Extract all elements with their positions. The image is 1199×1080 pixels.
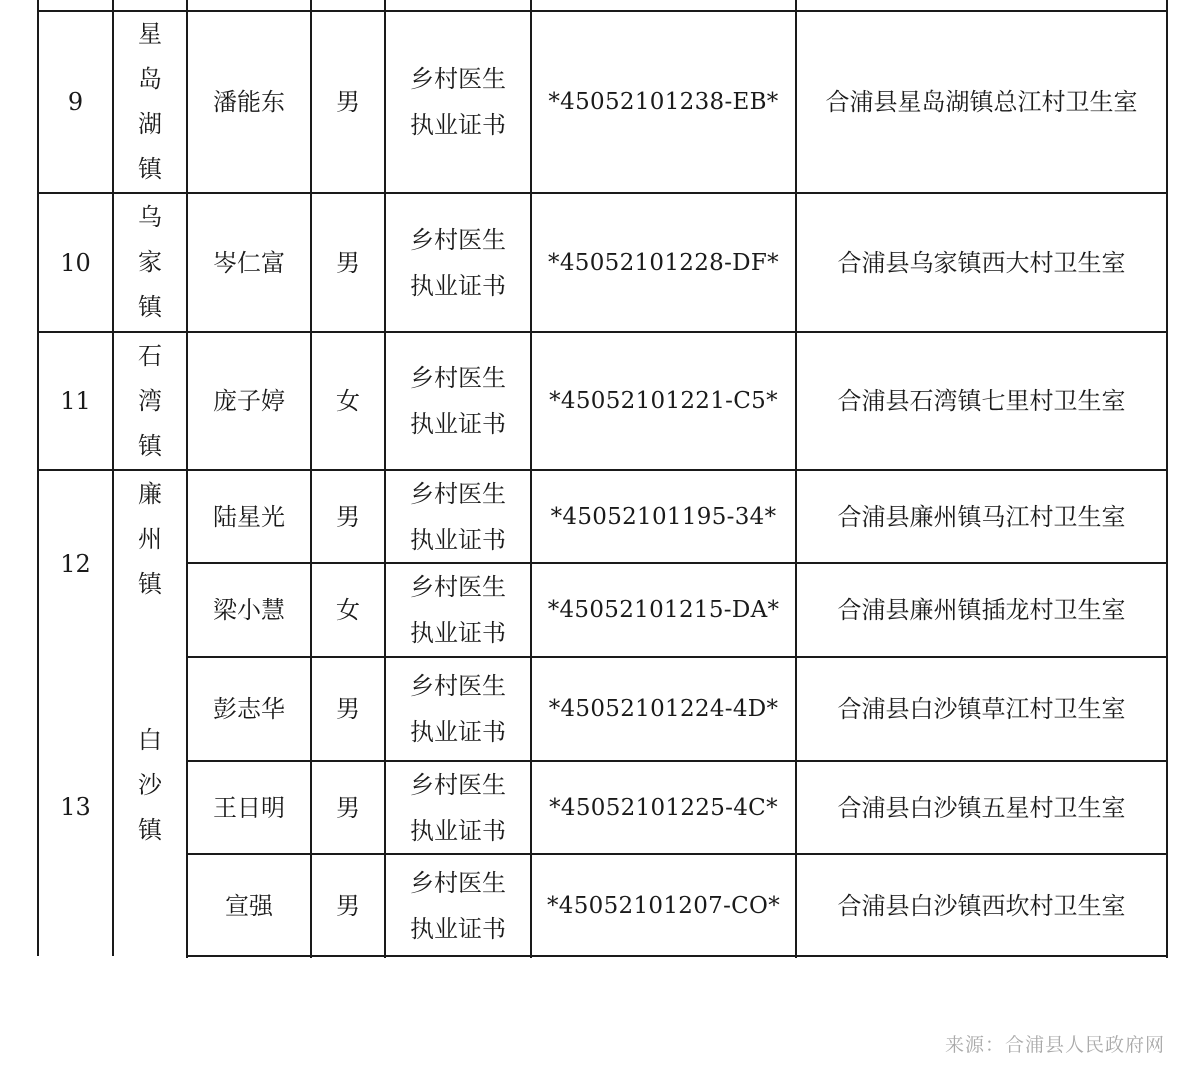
row-number-text: 9 — [67, 88, 84, 116]
work-unit — [797, 855, 1166, 956]
work-unit — [797, 471, 1166, 562]
table-divider-col-7 — [1166, 0, 1168, 958]
town-char: 湾 — [138, 386, 162, 415]
person-gender-text: 男 — [336, 793, 360, 822]
town-name — [114, 12, 186, 192]
person-name-text: 岑仁富 — [213, 248, 285, 277]
person-gender-text: 男 — [336, 891, 360, 920]
person-name-text: 潘能东 — [213, 88, 285, 116]
town-char: 镇 — [138, 431, 162, 460]
person-name — [188, 194, 310, 331]
work-unit-text: 合浦县星岛湖镇总江村卫生室 — [825, 88, 1138, 116]
certificate-type-line: 执业证书 — [410, 718, 506, 746]
town-name — [114, 700, 186, 870]
person-name — [188, 762, 310, 853]
row-number-text: 10 — [60, 248, 91, 277]
person-gender-text: 男 — [336, 695, 360, 723]
work-unit-text: 合浦县白沙镇五星村卫生室 — [837, 793, 1126, 822]
town-name — [114, 333, 186, 469]
person-name-text: 陆星光 — [213, 502, 285, 531]
certificate-code-text: *45052101224-4D* — [548, 696, 779, 722]
certificate-type — [386, 471, 530, 562]
person-name — [188, 564, 310, 656]
row-number-text: 13 — [60, 793, 91, 821]
certificate-type-line: 乡村医生 — [410, 868, 506, 897]
certificate-type-line: 乡村医生 — [410, 479, 506, 508]
certificate-type-line: 乡村医生 — [410, 65, 506, 93]
certificate-type-line: 乡村医生 — [410, 225, 506, 254]
certificate-type-line: 执业证书 — [410, 816, 506, 845]
person-gender — [312, 12, 384, 192]
town-char: 星 — [138, 20, 162, 48]
work-unit-text: 合浦县乌家镇西大村卫生室 — [837, 248, 1126, 277]
certificate-code-text: *45052101228-DF* — [548, 249, 779, 276]
certificate-type-line: 执业证书 — [410, 525, 506, 554]
town-char: 沙 — [138, 770, 162, 799]
certificate-code-text: *45052101238-EB* — [548, 89, 779, 115]
town-char: 镇 — [138, 155, 162, 183]
town-char: 镇 — [138, 570, 162, 598]
person-gender — [312, 471, 384, 562]
certificate-type — [386, 658, 530, 760]
certificate-type — [386, 12, 530, 192]
certificate-type — [386, 333, 530, 469]
source-caption: 来源：合浦县人民政府网 — [944, 1034, 1165, 1056]
person-name — [188, 12, 310, 192]
certificate-code — [532, 564, 795, 656]
certificate-type — [386, 564, 530, 656]
work-unit-text: 合浦县白沙镇草江村卫生室 — [837, 695, 1126, 723]
person-name — [188, 333, 310, 469]
work-unit — [797, 333, 1166, 469]
town-char: 廉 — [138, 480, 162, 508]
certificate-code — [532, 855, 795, 956]
town-char: 白 — [138, 725, 162, 754]
person-gender — [312, 194, 384, 331]
person-name-text: 庞子婷 — [213, 387, 285, 415]
town-char: 家 — [138, 248, 162, 276]
person-gender-text: 男 — [336, 248, 360, 277]
person-name — [188, 471, 310, 562]
town-char: 湖 — [138, 110, 162, 138]
person-name — [188, 658, 310, 760]
certificate-type-line: 乡村医生 — [410, 573, 506, 601]
work-unit-text: 合浦县石湾镇七里村卫生室 — [837, 387, 1126, 415]
certificate-type — [386, 855, 530, 956]
certificate-type-line: 执业证书 — [410, 111, 506, 139]
certificate-type-line: 乡村医生 — [410, 364, 506, 392]
person-gender — [312, 658, 384, 760]
work-unit-text: 合浦县廉州镇插龙村卫生室 — [837, 596, 1126, 624]
person-gender — [312, 855, 384, 956]
person-name-text: 王日明 — [213, 793, 285, 822]
certificate-code — [532, 762, 795, 853]
person-gender-text: 男 — [336, 502, 360, 531]
town-char: 州 — [138, 525, 162, 553]
row-number-text: 11 — [60, 387, 91, 415]
certificate-code-text: *45052101215-DA* — [547, 597, 780, 623]
person-gender — [312, 564, 384, 656]
work-unit-text: 合浦县廉州镇马江村卫生室 — [837, 502, 1126, 531]
person-name — [188, 855, 310, 956]
person-gender-text: 女 — [336, 596, 360, 624]
certificate-code — [532, 471, 795, 562]
work-unit — [797, 658, 1166, 760]
person-name-text: 宣强 — [225, 891, 273, 920]
certificate-type — [386, 762, 530, 853]
person-gender — [312, 762, 384, 853]
certificate-code-text: *45052101207-CO* — [547, 892, 780, 919]
work-unit-text: 合浦县白沙镇西坎村卫生室 — [837, 891, 1126, 920]
row-number — [39, 471, 112, 656]
town-name — [114, 194, 186, 331]
certificate-type-line: 执业证书 — [410, 619, 506, 647]
town-char: 镇 — [138, 293, 162, 321]
row-number — [39, 194, 112, 331]
certificate-code-text: *45052101225-4C* — [549, 794, 778, 821]
certificate-type-line: 执业证书 — [410, 410, 506, 438]
certificate-code-text: *45052101195-34* — [550, 503, 777, 530]
certificate-type-line: 执业证书 — [410, 271, 506, 300]
certificate-type-line: 执业证书 — [410, 914, 506, 943]
certificate-type-line: 乡村医生 — [410, 770, 506, 799]
row-number — [39, 658, 112, 956]
town-char: 岛 — [138, 65, 162, 93]
person-name-text: 彭志华 — [213, 695, 285, 723]
certificate-code — [532, 12, 795, 192]
person-gender — [312, 333, 384, 469]
work-unit — [797, 564, 1166, 656]
town-char: 乌 — [138, 203, 162, 231]
certificate-code — [532, 658, 795, 760]
town-char: 镇 — [138, 815, 162, 844]
work-unit — [797, 12, 1166, 192]
town-name — [114, 469, 186, 610]
person-gender-text: 女 — [336, 387, 360, 415]
certificate-code — [532, 333, 795, 469]
work-unit — [797, 762, 1166, 853]
person-gender-text: 男 — [336, 88, 360, 116]
certificate-code — [532, 194, 795, 331]
work-unit — [797, 194, 1166, 331]
certificate-type — [386, 194, 530, 331]
certificate-code-text: *45052101221-C5* — [549, 388, 778, 414]
town-char: 石 — [138, 341, 162, 370]
row-number — [39, 333, 112, 469]
certificate-type-line: 乡村医生 — [410, 672, 506, 700]
person-name-text: 梁小慧 — [213, 596, 285, 624]
row-number — [39, 12, 112, 192]
row-number-text: 12 — [60, 549, 91, 578]
